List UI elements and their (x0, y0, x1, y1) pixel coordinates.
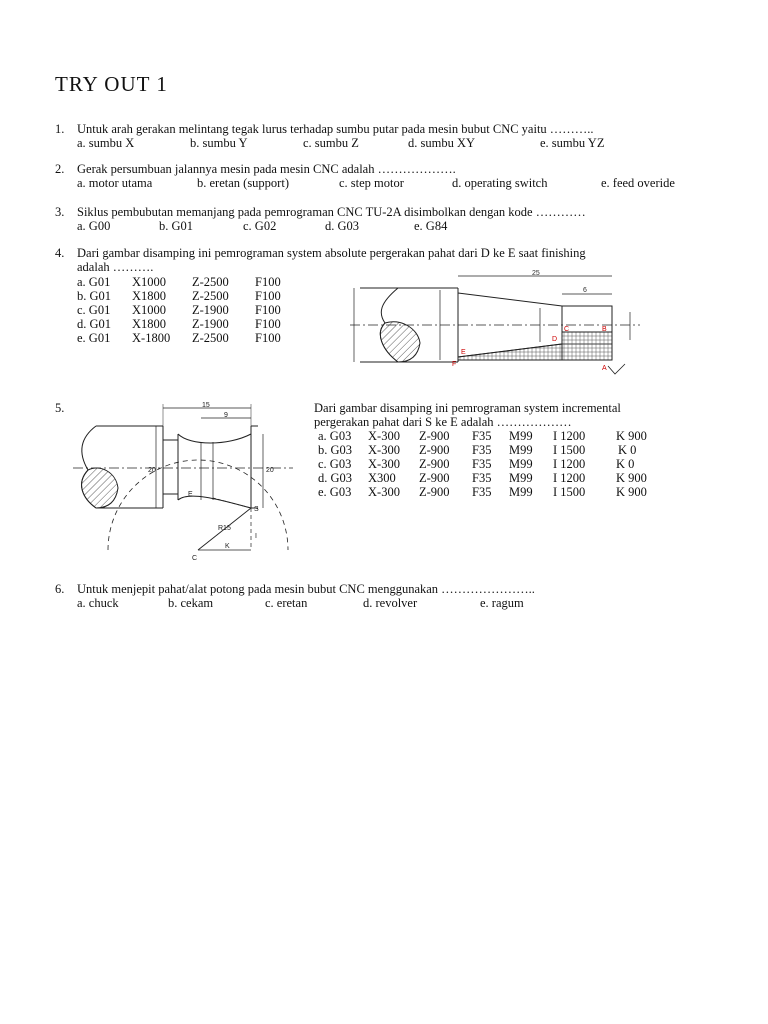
option-code: a. G03 (318, 429, 352, 443)
option-m: M99 (509, 485, 533, 499)
option-z: Z-900 (419, 457, 450, 471)
option-f: F100 (255, 289, 281, 303)
radius-label: R15 (218, 525, 231, 532)
question-stem-line-2: adalah ………. (77, 260, 154, 274)
option-e[interactable]: e. sumbu YZ (540, 136, 605, 150)
option-m: M99 (509, 471, 533, 485)
option-x: X-1800 (132, 331, 171, 345)
option-code: c. G01 (77, 303, 111, 317)
dim-label: 20 (148, 467, 156, 474)
option-m: M99 (509, 429, 533, 443)
option-e[interactable]: e. G84 (414, 219, 448, 233)
question-number: 2. (55, 162, 65, 176)
option-b[interactable]: b. sumbu Y (190, 136, 248, 150)
option-f: F35 (472, 485, 492, 499)
option-code: d. G03 (318, 471, 353, 485)
option-x: X1000 (132, 275, 167, 289)
option-d[interactable]: d. sumbu XY (408, 136, 476, 150)
option-z: Z-900 (419, 471, 450, 485)
option-code: e. G03 (318, 485, 352, 499)
point-label: S (254, 506, 259, 513)
question-stem: Untuk arah gerakan melintang tegak lurus terhadap sumbu putar pada mesin bubut CNC yaitu ……….. (77, 122, 594, 136)
dim-label: 9 (224, 412, 228, 419)
question-5-figure (68, 398, 300, 568)
option-code: c. G03 (318, 457, 352, 471)
option-x: X300 (368, 471, 396, 485)
option-a[interactable]: a. G00 (77, 219, 111, 233)
option-m: M99 (509, 443, 533, 457)
taper-grid (458, 344, 562, 360)
point-label: I (255, 533, 257, 540)
question-stem: Gerak persumbuan jalannya mesin pada mesin CNC adalah ………………. (77, 162, 456, 176)
tool-icon (608, 364, 625, 374)
question-number: 5. (55, 401, 65, 415)
option-m: M99 (509, 457, 533, 471)
taper-top (458, 293, 562, 306)
point-label: F (452, 361, 457, 368)
option-a[interactable]: a. sumbu X (77, 136, 135, 150)
question-stem-line-1: Dari gambar disamping ini pemrograman system absolute pergerakan pahat dari D ke E saat finishing (77, 246, 586, 260)
option-f: F35 (472, 443, 492, 457)
option-code: a. G01 (77, 275, 111, 289)
point-label: D (552, 336, 558, 343)
option-z: Z-1900 (192, 303, 229, 317)
option-x: X-300 (368, 443, 400, 457)
option-f: F35 (472, 429, 492, 443)
section-hatch (380, 322, 420, 362)
option-c[interactable]: c. eretan (265, 596, 308, 610)
radius-arc (108, 460, 288, 550)
option-f: F35 (472, 457, 492, 471)
option-k: K 900 (616, 429, 647, 443)
option-b[interactable]: b. eretan (support) (197, 176, 289, 190)
option-x: X1800 (132, 289, 167, 303)
option-k: K 900 (616, 485, 647, 499)
option-z: Z-2500 (192, 331, 229, 345)
option-z: Z-2500 (192, 275, 229, 289)
option-i: I 1500 (553, 485, 586, 499)
option-i: I 1200 (553, 429, 586, 443)
option-x: X1800 (132, 317, 167, 331)
option-i: I 1200 (553, 471, 586, 485)
option-a[interactable]: a. chuck (77, 596, 119, 610)
option-k: K 0 (616, 457, 635, 471)
point-label: C (564, 326, 570, 333)
dim-label: 6 (583, 287, 587, 294)
option-z: Z-900 (419, 485, 450, 499)
option-code: b. G01 (77, 289, 112, 303)
point-label: E (461, 349, 466, 356)
option-f: F100 (255, 317, 281, 331)
option-f: F100 (255, 331, 281, 345)
option-b[interactable]: b. G01 (159, 219, 194, 233)
question-number: 6. (55, 582, 65, 596)
option-k: K 900 (616, 471, 647, 485)
option-i: I 1200 (553, 457, 586, 471)
dim-label: 20 (266, 467, 274, 474)
question-stem-line-1: Dari gambar disamping ini pemrograman system incremental (314, 401, 621, 415)
point-label: A (602, 365, 607, 372)
option-f: F35 (472, 471, 492, 485)
option-d[interactable]: d. G03 (325, 219, 360, 233)
option-c[interactable]: c. sumbu Z (303, 136, 359, 150)
option-code: e. G01 (77, 331, 111, 345)
option-k: K 0 (618, 443, 637, 457)
option-i: I 1500 (553, 443, 586, 457)
option-b[interactable]: b. cekam (168, 596, 214, 610)
question-stem: Siklus pembubutan memanjang pada pemrograman CNC TU-2A disimbolkan dengan kode ………… (77, 205, 586, 219)
option-d[interactable]: d. operating switch (452, 176, 548, 190)
option-f: F100 (255, 275, 281, 289)
option-e[interactable]: e. ragum (480, 596, 524, 610)
option-c[interactable]: c. step motor (339, 176, 404, 190)
option-f: F100 (255, 303, 281, 317)
option-x: X1000 (132, 303, 167, 317)
option-a[interactable]: a. motor utama (77, 176, 153, 190)
option-c[interactable]: c. G02 (243, 219, 277, 233)
option-x: X-300 (368, 457, 400, 471)
option-x: X-300 (368, 429, 400, 443)
question-number: 4. (55, 246, 65, 260)
question-stem: Untuk menjepit pahat/alat potong pada mesin bubut CNC menggunakan ………………….. (77, 582, 535, 596)
question-number: 1. (55, 122, 65, 136)
question-number: 3. (55, 205, 65, 219)
option-x: X-300 (368, 485, 400, 499)
question-stem-line-2: pergerakan pahat dari S ke E adalah ……………… (314, 415, 572, 429)
section-hatch (82, 468, 118, 508)
point-label: B (602, 326, 607, 333)
option-code: b. G03 (318, 443, 353, 457)
stock-grid (562, 332, 612, 360)
option-code: d. G01 (77, 317, 112, 331)
dim-label: 15 (202, 402, 210, 409)
option-z: Z-900 (419, 429, 450, 443)
question-4-figure (340, 268, 645, 383)
point-label: E (188, 491, 193, 498)
option-e[interactable]: e. feed overide (601, 176, 675, 190)
page-title: TRY OUT 1 (55, 72, 168, 96)
point-label: C (192, 555, 198, 562)
point-label: K (225, 543, 230, 550)
option-d[interactable]: d. revolver (363, 596, 418, 610)
option-z: Z-1900 (192, 317, 229, 331)
option-z: Z-900 (419, 443, 450, 457)
option-z: Z-2500 (192, 289, 229, 303)
concave-top (178, 434, 251, 443)
dim-label: 25 (532, 270, 540, 277)
